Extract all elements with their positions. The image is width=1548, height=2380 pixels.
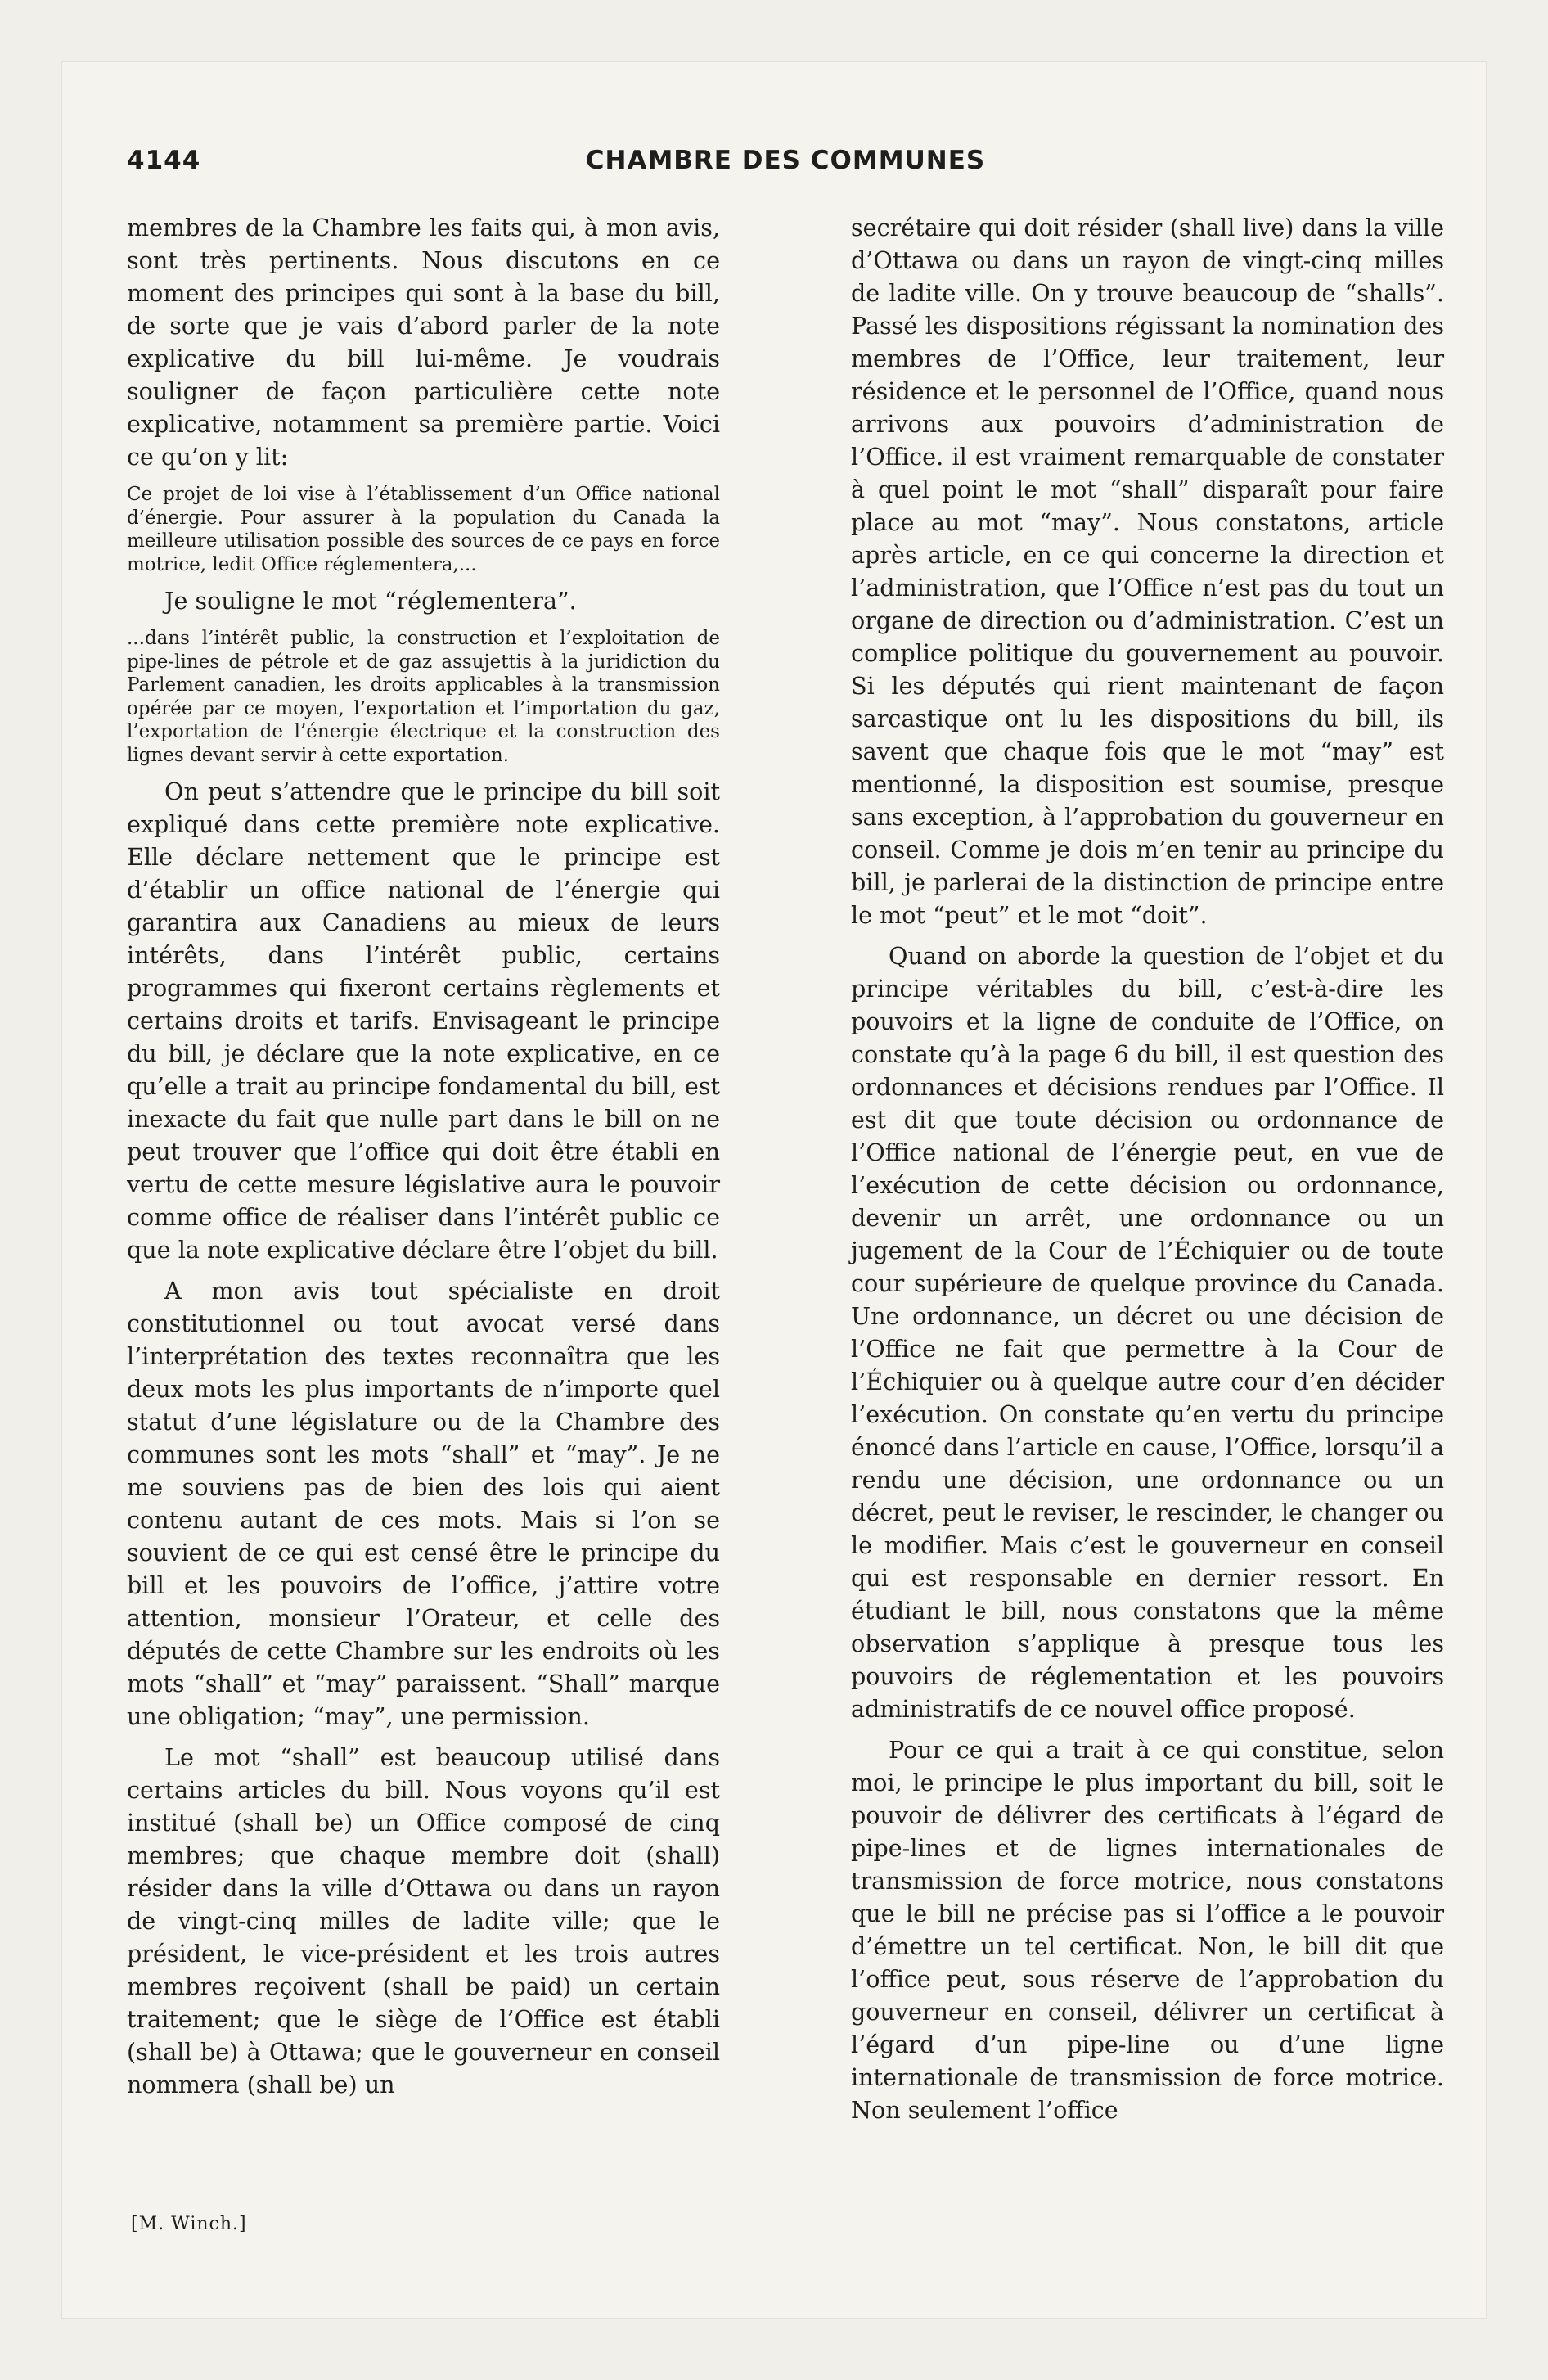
paragraph: Le mot “shall” est beaucoup utilisé dans certains articles du bill. Nous voyons qu’il est institué (shall be) un Office composé de cinq membres; que chaque membre doit (shall) résider dans la ville d’Ottawa ou dans un rayon de vingt-cinq milles de ladite ville; que le président, le vice-président et les trois autres membres reçoivent (shall be paid) un certain traitement; que le siège de l’Office est établi (shall be) à Ottawa; que le gouverneur en conseil nommera (shall be) un	[127, 1743, 720, 2098]
running-title: CHAMBRE DES COMMUNES	[585, 146, 986, 175]
paragraph: Pour ce qui a trait à ce qui constitue, selon moi, le principe le plus important du bill, soit le pouvoir de délivrer des certificats à l’égard de pipe-lines et de lignes internationales de transmission de force motrice, nous constatons que le bill ne précise pas si l’office a le pouvoir d’émettre un tel certificat. Non, le bill dit que l’office peut, sous réserve de l’approbation du gouverneur en conseil, délivrer un certificat à l’égard d’un pipe-line ou d’une ligne internationale de transmission de force motrice. Non seulement l’office	[851, 1736, 1444, 2124]
paragraph: secrétaire qui doit résider (shall live) dans la ville d’Ottawa ou dans un rayon de vingt-cinq milles de ladite ville. On y trouve beaucoup de “shalls”. Passé les dispositions régissant la nomination des membres de l’Office, leur traitement, leur résidence et le personnel de l’Office, quand nous arrivons aux pouvoirs d’administration de l’Office. il est vraiment remarquable de constater à quel point le mot “shall” disparaît pour faire place au mot “may”. Nous constatons, article après article, en ce qui concerne la direction et l’administration, que l’Office n’est pas du tout un organe de direction ou d’administration. C’est un complice politique du gouvernement au pouvoir. Si les députés qui rient maintenant de façon sarcastique ont lu les dispositions du bill, ils savent que chaque fois que le mot “may” est mentionné, la disposition est soumise, presque sans exception, à l’approbation du gouverneur en conseil. Comme je dois m’en tenir au principe du bill, je parlerai de la distinction de principe entre le mot “peut” et le mot “doit”.	[851, 214, 1444, 929]
paragraph: A mon avis tout spécialiste en droit constitutionnel ou tout avocat versé dans l’interprétation des textes reconnaîtra que les deux mots les plus importants de n’importe quel statut d’une législature ou de la Chambre des communes sont les mots “shall” et “may”. Je ne me souviens pas de bien des lois qui aient contenu autant de ces mots. Mais si l’on se souvient de ce qui est censé être le principe du bill et les pouvoirs de l’office, j’attire votre attention, monsieur l’Orateur, et celle des députés de cette Chambre sur les endroits où les mots “shall” et “may” paraissent. “Shall” marque une obligation; “may”, une permission.	[127, 1277, 720, 1730]
page-number: 4144	[127, 146, 201, 175]
paragraph: membres de la Chambre les faits qui, à mon avis, sont très pertinents. Nous discutons en ce moment des principes qui sont à la base du bill, de sorte que je vais d’abord parler de la note explicative du bill lui-même. Je voudrais souligner de façon particulière cette note explicative, notamment sa première partie. Voici ce qu’on y lit:	[127, 214, 720, 471]
paragraph: Quand on aborde la question de l’objet et du principe véritables du bill, c’est-à-dire les pouvoirs et la ligne de conduite de l’Office, on constate qu’à la page 6 du bill, il est question des ordonnances et décisions rendues par l’Office. Il est dit que toute décision ou ordonnance de l’Office national de l’énergie peut, en vue de l’exécution de cette décision ou ordonnance, devenir un arrêt, une ordonnance ou un jugement de la Cour de l’Échiquier ou de toute cour supérieure de quelque province du Canada. Une ordonnance, un décret ou une décision de l’Office ne fait que permettre à la Cour de l’Échiquier ou à quelque autre cour d’en décider l’exécution. On constate qu’en vertu du principe énoncé dans l’article en cause, l’Office, lorsqu’il a rendu une décision, une ordonnance ou un décret, peut le reviser, le rescinder, le changer ou le modifier. Mais c’est le gouverneur en conseil qui est responsable en dernier ressort. En étudiant le bill, nous constatons que la même observation s’applique à presque tous les pouvoirs de réglementation et les pouvoirs administratifs de ce nouvel office proposé.	[851, 942, 1444, 1723]
paragraph: Je souligne le mot “réglementera”.	[164, 587, 577, 615]
right-column	[851, 211, 1444, 2126]
quoted-text: ...dans l’intérêt public, la construction et l’exploitation de pipe-lines de pétrole et de gaz assujettis à la juridiction du Parlement canadien, les droits applicables à la transmission opérée par ce moyen, l’exportation et l’importation du gaz, l’exportation de l’énergie électrique et la construction des lignes devant servir à cette exportation.	[127, 628, 720, 766]
quoted-text: Ce projet de loi vise à l’établissement d’un Office national d’énergie. Pour assurer à la population du Canada la meilleure utilisation possible des sources de ce pays en force motrice, ledit Office réglementera,...	[127, 484, 720, 575]
left-column	[127, 211, 720, 2101]
speaker-attribution: [M. Winch.]	[131, 2214, 247, 2234]
page-header	[127, 146, 1444, 187]
paragraph: On peut s’attendre que le principe du bill soit expliqué dans cette première note explicative. Elle déclare nettement que le principe est d’établir un office national de l’énergie qui garantira aux Canadiens au mieux de leurs intérêts, dans l’intérêt public, certains programmes qui fixeront certains règlements et certains droits et tarifs. Envisageant le principe du bill, je déclare que la note explicative, en ce qu’elle a trait au principe fondamental du bill, est inexacte du fait que nulle part dans le bill on ne peut trouver que l’office qui doit être établi en vertu de cette mesure législative aura le pouvoir comme office de réaliser dans l’intérêt public ce que la note explicative déclare être l’objet du bill.	[127, 778, 720, 1264]
